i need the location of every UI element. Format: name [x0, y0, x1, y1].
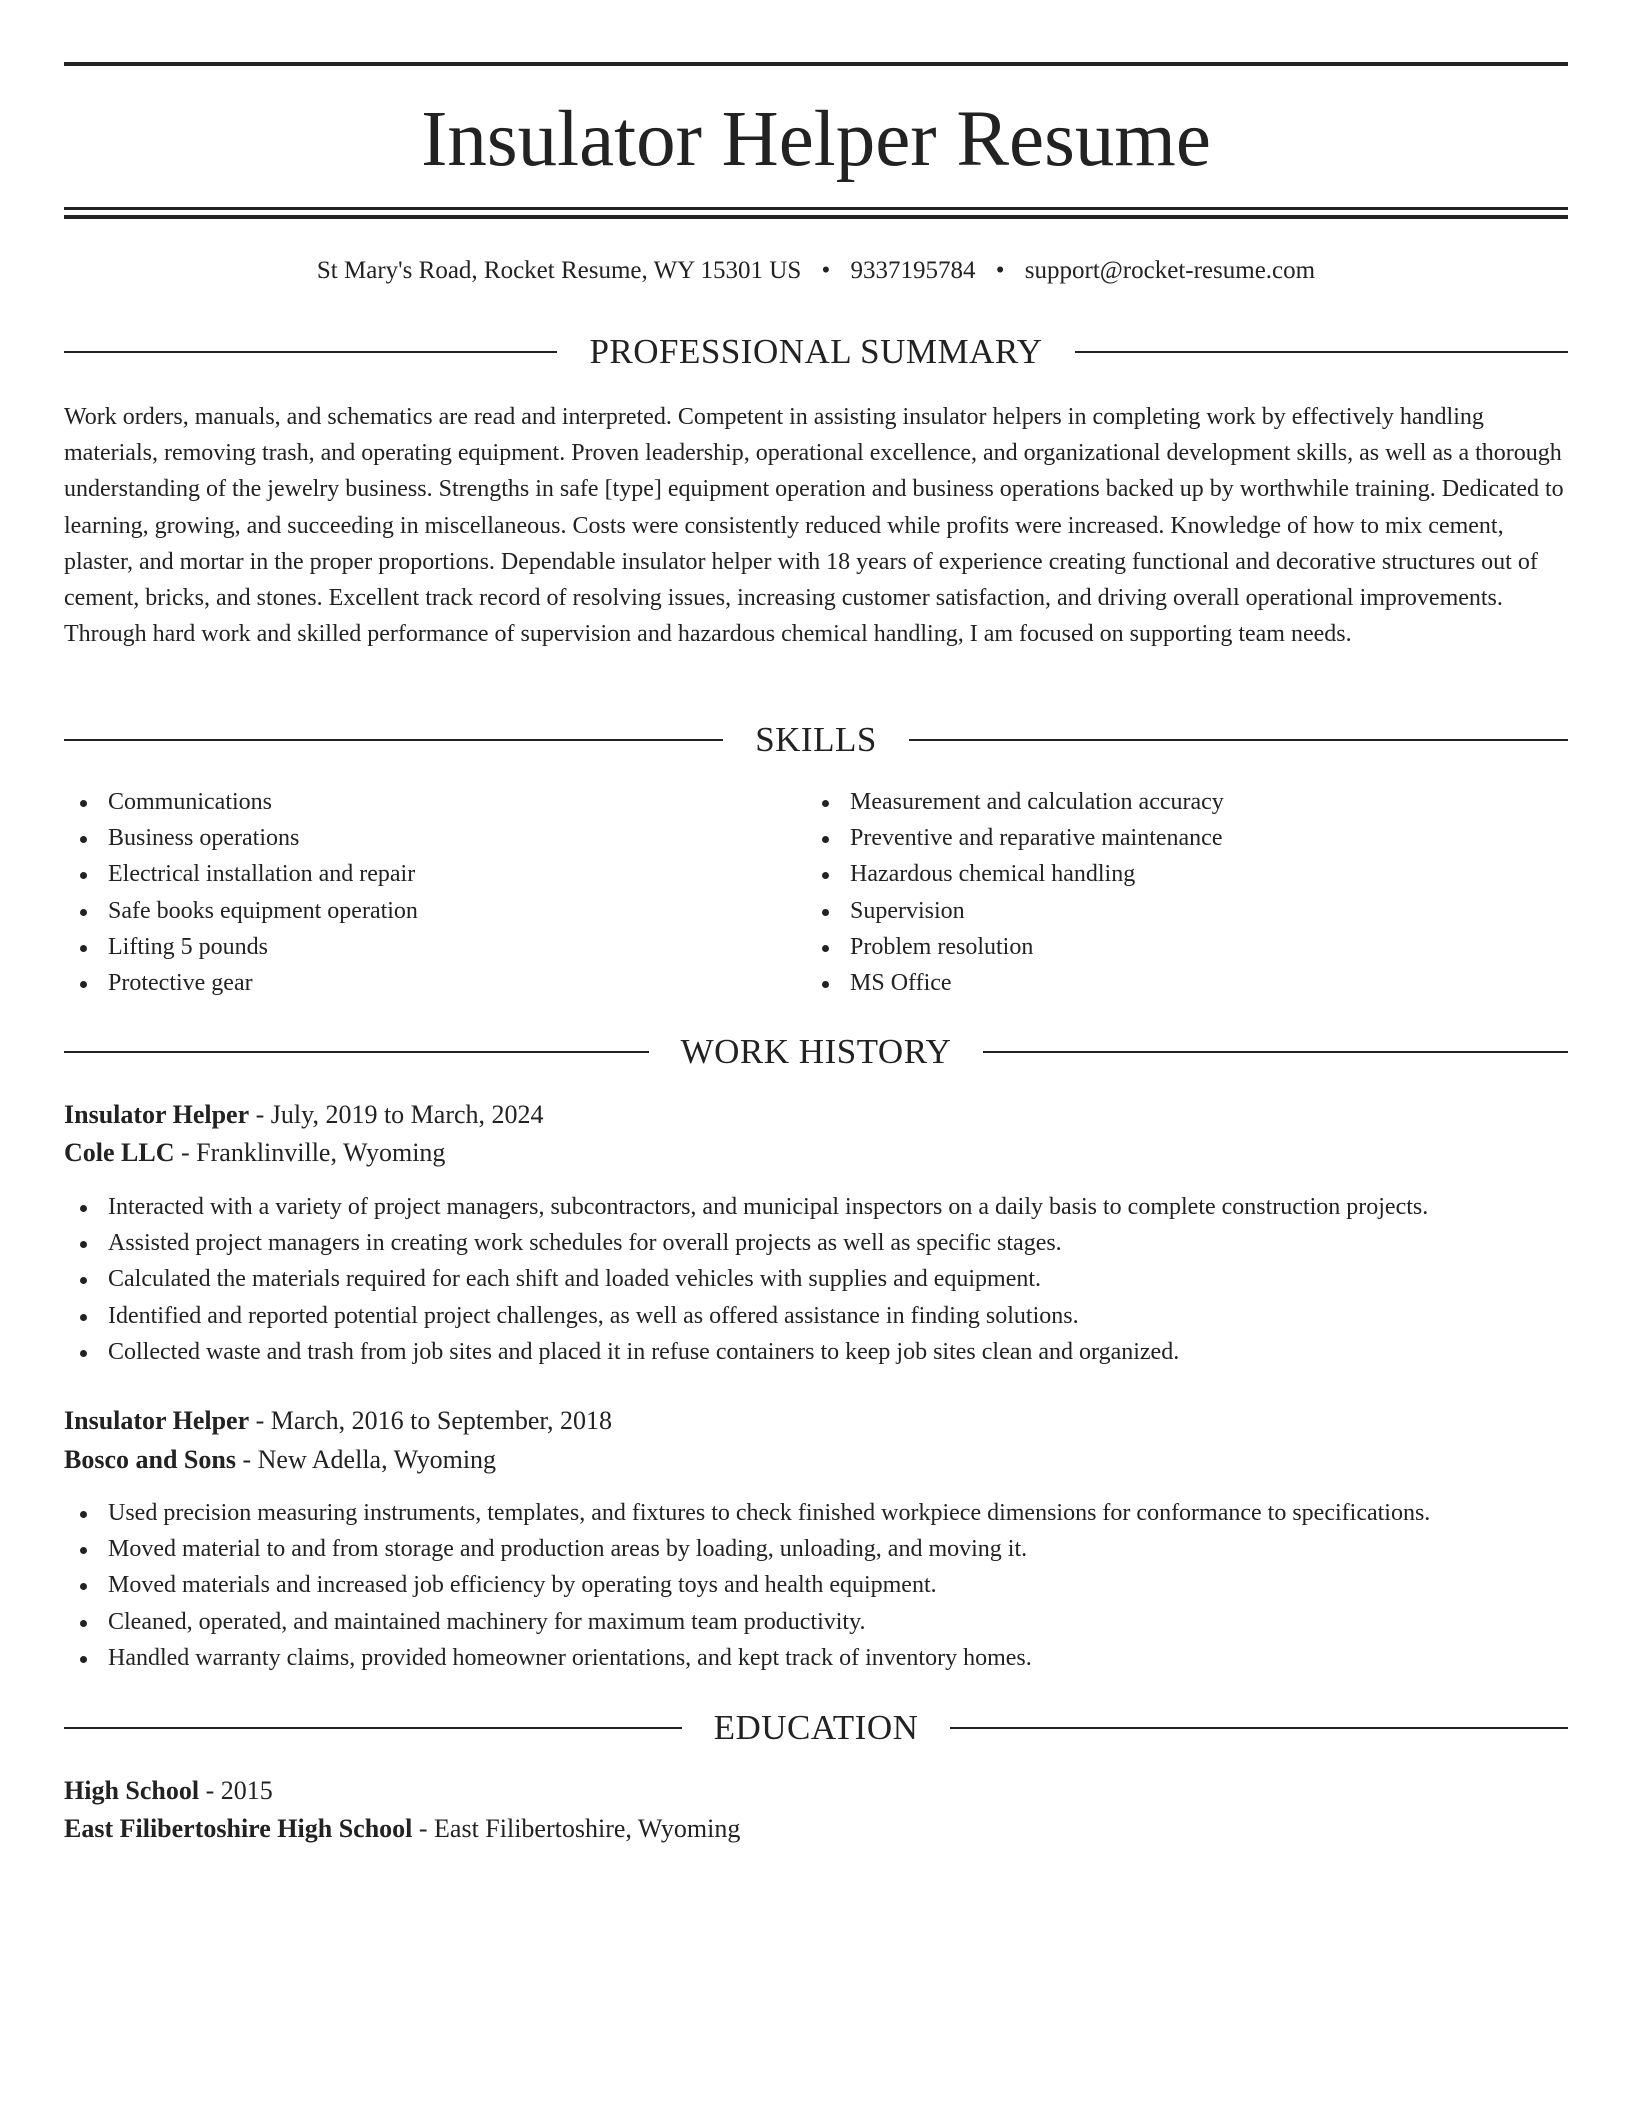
section-heading-summary: [64, 330, 1568, 374]
section-title: SKILLS: [755, 720, 877, 759]
job-bullet: Moved material to and from storage and production areas by loading, unloading, and moving it.: [64, 1531, 1568, 1567]
job-bullet: Calculated the materials required for each shift and loaded vehicles with supplies and equipment.: [64, 1261, 1568, 1297]
skill-item: Electrical installation and repair: [64, 856, 804, 892]
resume-title: Insulator Helper Resume: [421, 96, 1211, 183]
job-bullets: [64, 1189, 1568, 1370]
top-rule: [64, 62, 1568, 66]
job-bullet: Handled warranty claims, provided homeowner orientations, and kept track of inventory homes.: [64, 1640, 1568, 1676]
skill-item: Business operations: [64, 820, 804, 856]
contact-line: [64, 254, 1568, 288]
skills-list-right: [806, 784, 1546, 1001]
divider: [909, 739, 1568, 741]
contact-address: St Mary's Road, Rocket Resume, WY 15301 US: [316, 257, 802, 284]
job-company-line: [64, 1135, 1568, 1171]
skill-item: Preventive and reparative maintenance: [806, 820, 1546, 856]
education-degree-line: [64, 1773, 1568, 1809]
summary-text: Work orders, manuals, and schematics are read and interpreted. Competent in assisting insulator helpers in completing work by effectively handling materials, removing trash, and operating equipment. Proven leadership, operational excellence, and organizational development skills, as well as a thorough understanding of the jewelry business. Strengths in safe [type] equipment operation and business operations backed up by worthwhile training. Dedicated to learning, growing, and succeeding in miscellaneous. Costs were consistently reduced while profits were increased. Knowledge of how to mix cement, plaster, and mortar in the proper proportions. Dependable insulator helper with 18 years of experience creating functional and decorative structures out of cement, bricks, and stones. Excellent track record of resolving issues, increasing customer satisfaction, and driving overall operational improvements. Through hard work and skilled performance of supervision and hazardous chemical handling, I am focused on supporting team needs.: [64, 404, 1564, 648]
job-title: Insulator Helper: [64, 1100, 250, 1129]
divider: [64, 1727, 682, 1729]
job-bullet: Collected waste and trash from job sites and placed it in refuse containers to keep job sites clean and organized.: [64, 1334, 1568, 1370]
job-dates: - March, 2016 to September, 2018: [249, 1406, 613, 1435]
job-bullet: Cleaned, operated, and maintained machinery for maximum team productivity.: [64, 1604, 1568, 1640]
skill-item: Safe books equipment operation: [64, 893, 804, 929]
divider: [983, 1051, 1568, 1053]
skill-item: Supervision: [806, 893, 1546, 929]
education-school: East Filibertoshire High School: [64, 1814, 413, 1843]
divider: [950, 1727, 1568, 1729]
contact-separator: •: [995, 257, 1005, 284]
contact-separator: •: [821, 257, 831, 284]
skill-item: MS Office: [806, 965, 1546, 1001]
job-title-line: [64, 1097, 1568, 1133]
section-title: PROFESSIONAL SUMMARY: [589, 332, 1043, 371]
section-title: WORK HISTORY: [680, 1032, 952, 1071]
section-heading-skills: [64, 718, 1568, 762]
section-heading-education: [64, 1706, 1568, 1750]
job-bullet: Moved materials and increased job efficiency by operating toys and health equipment.: [64, 1567, 1568, 1603]
education-degree: High School: [64, 1776, 200, 1805]
job-bullet: Used precision measuring instruments, templates, and fixtures to check finished workpiece dimensions for conformance to specifications.: [64, 1495, 1568, 1531]
job-title-line: [64, 1403, 1568, 1439]
job-bullet: Assisted project managers in creating work schedules for overall projects as well as specific stages.: [64, 1225, 1568, 1261]
skills-list-left: [64, 784, 804, 1001]
job-company: Cole LLC: [64, 1138, 175, 1167]
job-location: - New Adella, Wyoming: [235, 1445, 497, 1474]
job-company-line: [64, 1442, 1568, 1478]
education-year: - 2015: [199, 1776, 273, 1805]
divider: [1075, 351, 1568, 353]
skill-item: Hazardous chemical handling: [806, 856, 1546, 892]
section-title: EDUCATION: [713, 1708, 919, 1747]
contact-email[interactable]: support@rocket-resume.com: [1024, 257, 1316, 284]
job-bullet: Identified and reported potential project challenges, as well as offered assistance in finding solutions.: [64, 1298, 1568, 1334]
education-location: - East Filibertoshire, Wyoming: [412, 1814, 741, 1843]
divider: [64, 739, 723, 741]
title-rule-upper: [64, 207, 1568, 210]
job-title: Insulator Helper: [64, 1406, 250, 1435]
contact-phone: 9337195784: [850, 257, 976, 284]
job-bullets: [64, 1495, 1568, 1676]
job-company: Bosco and Sons: [64, 1445, 236, 1474]
job-dates: - July, 2019 to March, 2024: [249, 1100, 544, 1129]
skill-item: Problem resolution: [806, 929, 1546, 965]
skill-item: Lifting 5 pounds: [64, 929, 804, 965]
skill-item: Protective gear: [64, 965, 804, 1001]
education-school-line: [64, 1811, 1568, 1847]
title-rule-lower: [64, 215, 1568, 219]
section-heading-work: [64, 1030, 1568, 1074]
divider: [64, 351, 557, 353]
job-bullet: Interacted with a variety of project managers, subcontractors, and municipal inspectors on a daily basis to complete construction projects.: [64, 1189, 1568, 1225]
divider: [64, 1051, 649, 1053]
job-location: - Franklinville, Wyoming: [174, 1138, 446, 1167]
skill-item: Measurement and calculation accuracy: [806, 784, 1546, 820]
skill-item: Communications: [64, 784, 804, 820]
